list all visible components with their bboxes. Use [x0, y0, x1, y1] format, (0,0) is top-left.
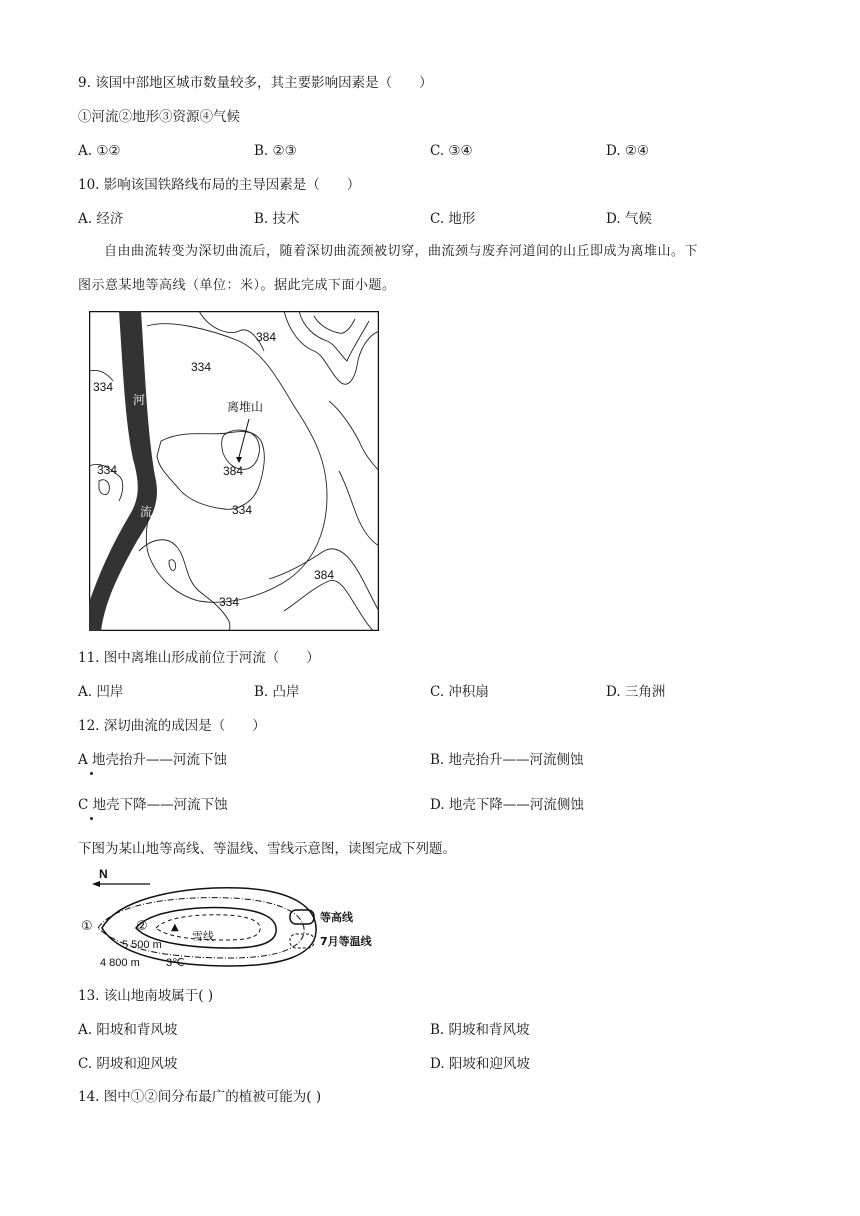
contour-4800	[102, 888, 316, 966]
q9-option-d[interactable]: D. ②④	[606, 143, 650, 159]
contour-label: 334	[97, 463, 118, 477]
q13-option-a[interactable]: A. 阳坡和背风坡	[78, 1022, 178, 1038]
q9-sub-options: ①河流②地形③资源④气候	[78, 109, 240, 125]
option-dot	[90, 772, 93, 775]
q9-stem: 9. 该国中部地区城市数量较多，其主要影响因素是（ ）	[78, 75, 433, 91]
q10-option-b[interactable]: B. 技术	[254, 211, 300, 227]
q11-option-d[interactable]: D. 三角洲	[606, 684, 666, 700]
q11-option-c[interactable]: C. 冲积扇	[430, 684, 489, 700]
q11-stem: 11. 图中离堆山形成前位于河流（ ）	[78, 650, 320, 666]
q14-stem: 14. 图中①②间分布最广的植被可能为( )	[78, 1089, 322, 1105]
q13-stem: 13. 该山地南坡属于( )	[78, 988, 214, 1004]
option-dot	[90, 817, 93, 820]
q9-option-b[interactable]: B. ②③	[254, 143, 297, 159]
contour-label: 334	[232, 503, 253, 517]
q13-option-b[interactable]: B. 阴坡和背风坡	[430, 1022, 530, 1038]
lidui-mountain-label: 离堆山	[227, 400, 264, 414]
marker-2: ②	[136, 919, 148, 934]
passage2-line1: 下图为某山地等高线、等温线、雪线示意图，读图完成下列题。	[78, 841, 456, 857]
river-label-1: 河	[133, 393, 146, 407]
temperature-3c: 3℃	[166, 957, 185, 969]
q10-option-a[interactable]: A. 经济	[78, 211, 124, 227]
snowline-label: 雪线	[192, 930, 214, 943]
q12-stem: 12. 深切曲流的成因是（ ）	[78, 718, 266, 734]
contour-label: 334	[93, 380, 114, 394]
contour-label: 384	[223, 464, 244, 478]
contour-label: 334	[219, 595, 240, 609]
q10-stem: 10. 影响该国铁路线布局的主导因素是（ ）	[78, 177, 361, 193]
q10-option-d[interactable]: D. 气候	[606, 211, 652, 227]
legend-isotherm-label: 7月等温线	[320, 935, 372, 948]
peak-icon: ▲	[171, 922, 179, 933]
river-label-2: 流	[140, 505, 153, 519]
q12-option-b[interactable]: B. 地壳抬升——河流侧蚀	[430, 752, 584, 768]
north-arrow-head	[92, 881, 100, 887]
q13-option-d[interactable]: D. 阳坡和迎风坡	[430, 1056, 530, 1072]
q9-option-a[interactable]: A. ①②	[78, 143, 121, 159]
passage1-line2: 图示意某地等高线（单位：米）。据此完成下面小题。	[78, 278, 396, 293]
q11-option-b[interactable]: B. 凸岸	[254, 684, 300, 700]
q12-option-d[interactable]: D. 地壳下降——河流侧蚀	[430, 797, 584, 813]
elevation-5500: 5 500 m	[122, 939, 162, 951]
elevation-4800: 4 800 m	[100, 957, 140, 969]
q12-option-c[interactable]: C 地壳下降——河流下蚀	[78, 797, 228, 813]
north-label: N	[99, 867, 108, 881]
marker-1: ①	[81, 919, 93, 934]
q9-option-c[interactable]: C. ③④	[430, 143, 473, 159]
mountain-diagram	[80, 866, 400, 974]
q11-option-a[interactable]: A. 凹岸	[78, 684, 124, 700]
q10-option-c[interactable]: C. 地形	[430, 211, 476, 227]
contour-label: 334	[191, 360, 212, 374]
passage1-line1: 自由曲流转变为深切曲流后，随着深切曲流颈被切穿，曲流颈与废弃河道间的山丘即成为离堆山。下	[104, 244, 699, 259]
q12-option-a[interactable]: A 地壳抬升——河流下蚀	[78, 752, 228, 768]
contour-label: 384	[314, 568, 335, 582]
contour-label: 384	[256, 330, 277, 344]
legend-contour-label: 等高线	[320, 911, 353, 924]
contour-map	[89, 311, 379, 631]
q13-option-c[interactable]: C. 阴坡和迎风坡	[78, 1056, 178, 1072]
